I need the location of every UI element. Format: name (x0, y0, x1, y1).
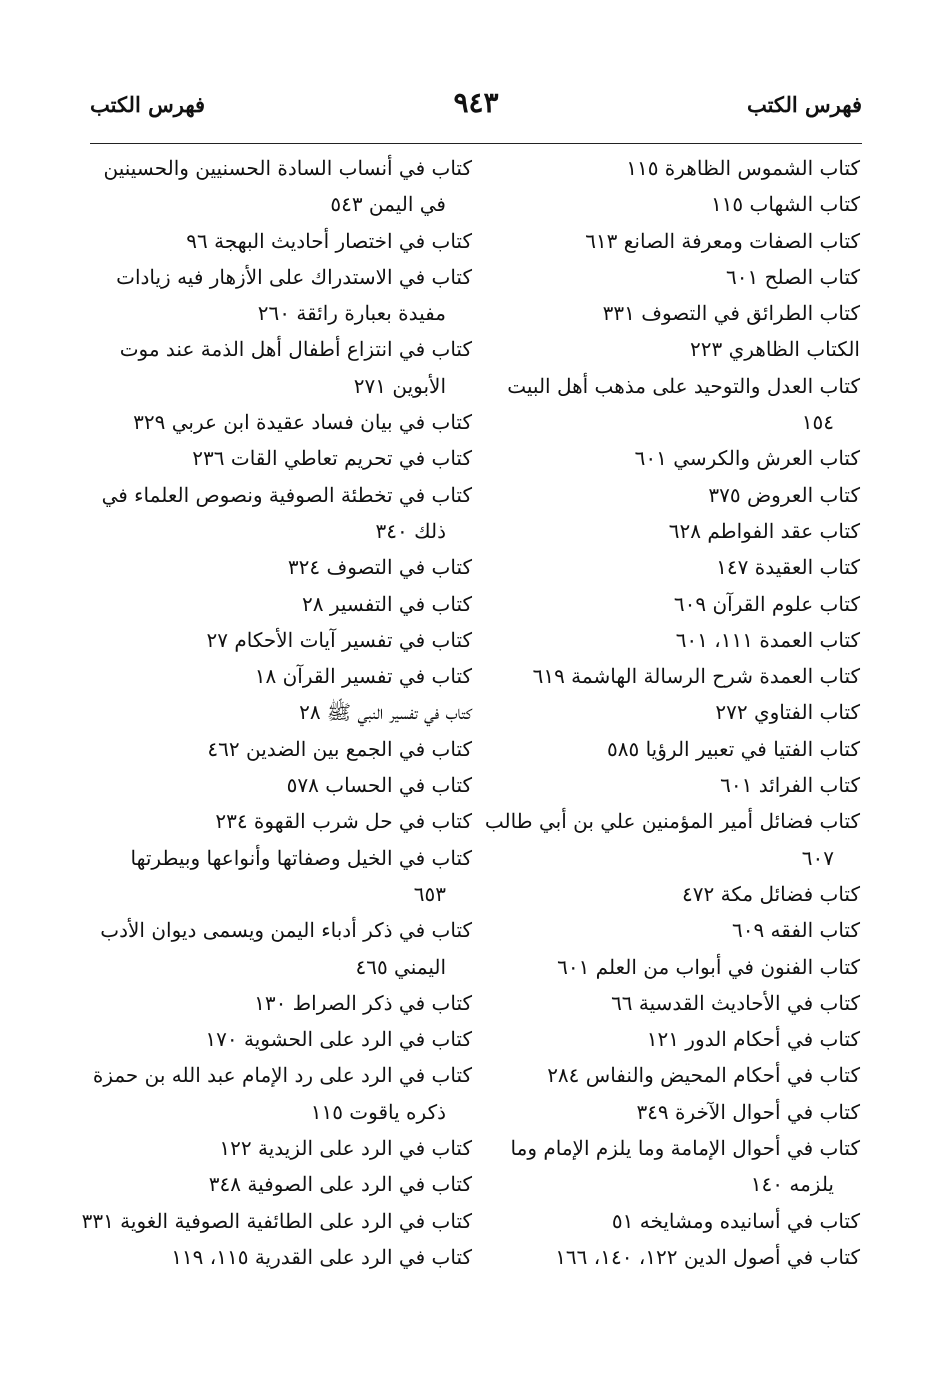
index-entry-title: كتاب في الحساب ٥٧٨ (286, 773, 472, 798)
index-entry-title: كتاب الشموس الظاهرة ١١٥ (626, 156, 860, 180)
index-entry (82, 150, 472, 223)
index-entry-title: كتاب العقيدة ١٤٧ (716, 555, 860, 580)
running-title-right: فهرس الكتب (746, 92, 862, 117)
index-entry-continuation: اليمني ٤٦٥ (355, 954, 446, 979)
index-entry-title: كتاب في تحريم تعاطي القات ٢٣٦ (192, 446, 472, 471)
index-entry-title: كتاب في الأحاديث القدسية ٦٦ (611, 990, 860, 1015)
index-entry-title: كتاب في تفسير النبي ﷺ ٢٨ (299, 700, 472, 725)
index-entry-title: كتاب في تفسير القرآن ١٨ (254, 664, 472, 689)
index-entry (82, 477, 472, 550)
index-entry-title: كتاب الفرائد ٦٠١ (720, 773, 860, 798)
index-entry (470, 1021, 860, 1057)
index-entry (470, 876, 860, 912)
index-entry-continuation: ذلك ٣٤٠ (375, 518, 446, 543)
index-entry (470, 477, 860, 513)
index-entry (470, 985, 860, 1021)
index-entry-title: كتاب العدل والتوحيد على مذهب أهل البيت (507, 373, 860, 398)
index-entry-title: كتاب في تخطئة الصوفية ونصوص العلماء في (101, 482, 472, 507)
index-entry (82, 586, 472, 622)
index-entry (470, 586, 860, 622)
index-entry (470, 259, 860, 295)
index-entry (470, 731, 860, 767)
index-column-right (470, 150, 860, 1275)
index-entry-title: كتاب الشهاب ١١٥ (710, 192, 860, 217)
index-entry-continuation: الأبوين ٢٧١ (353, 373, 446, 398)
index-entry (82, 1239, 472, 1275)
index-entry-title: كتاب في أحكام المحيض والنفاس ٢٨٤ (547, 1063, 860, 1088)
index-entry-title: كتاب في الرد على القدرية ١١٥، ١١٩ (171, 1244, 472, 1269)
index-entry-title: كتاب العرش والكرسي ٦٠١ (634, 446, 860, 471)
index-entry-title: كتاب العمدة ١١١، ٦٠١ (675, 627, 860, 652)
index-entry-title: كتاب في التفسير ٢٨ (302, 591, 472, 616)
index-entry-title: كتاب الصلح ٦٠١ (726, 264, 860, 289)
index-entry (82, 1203, 472, 1239)
index-entry-title: كتاب في الاستدراك على الأزهار فيه زيادات (116, 264, 472, 289)
index-entry (470, 223, 860, 259)
index-entry (82, 1130, 472, 1166)
index-entry-title: كتاب في أحوال الآخرة ٣٤٩ (636, 1099, 860, 1124)
index-entry-title: كتاب في الرد على الطائفية الصوفية الغوية ٣٣١ (81, 1208, 472, 1233)
index-entry-continuation: ١٥٤ (801, 410, 834, 435)
index-entry (470, 912, 860, 948)
index-entry (470, 150, 860, 186)
index-entry-title: كتاب فضائل أمير المؤمنين علي بن أبي طالب (484, 809, 860, 834)
index-entry (470, 622, 860, 658)
index-entry-title: كتاب في الرد على رد الإمام عبد الله بن حمزة (92, 1063, 472, 1088)
index-entry-title: كتاب الفتاوي ٢٧٢ (715, 700, 860, 725)
index-entry (82, 731, 472, 767)
index-entry (82, 912, 472, 985)
index-entry (470, 513, 860, 549)
index-entry (470, 694, 860, 730)
index-entry-title: كتاب في ذكر الصراط ١٣٠ (254, 990, 472, 1015)
index-entry (82, 331, 472, 404)
index-entry-title: كتاب في حل شرب القهوة ٢٣٤ (215, 809, 472, 834)
index-entry-title: كتاب في أسانيده ومشايخه ٥١ (611, 1208, 860, 1233)
index-entry (470, 186, 860, 222)
index-entry-title: كتاب الطرائق في التصوف ٣٣١ (602, 301, 860, 326)
index-entry (470, 1203, 860, 1239)
index-entry (470, 1239, 860, 1275)
index-entry-title: كتاب في انتزاع أطفال أهل الذمة عند موت (119, 337, 472, 362)
index-entry-continuation: ٦٥٣ (413, 881, 446, 906)
index-entry-title: كتاب في أحوال الإمامة وما يلزم الإمام وما (510, 1136, 860, 1161)
index-entry (82, 658, 472, 694)
index-entry-title: كتاب العروض ٣٧٥ (708, 482, 860, 507)
index-entry-title: كتاب في الرد على الزيدية ١٢٢ (219, 1136, 472, 1161)
index-entry (470, 1057, 860, 1093)
index-entry-title: كتاب الفقه ٦٠٩ (731, 918, 860, 943)
index-entry (470, 295, 860, 331)
index-entry (82, 803, 472, 839)
index-entry-title: كتاب عقد الفواطم ٦٢٨ (668, 518, 860, 543)
index-entry-title: كتاب في الرد على الصوفية ٣٤٨ (208, 1172, 472, 1197)
index-entry-title: كتاب في الخيل وصفاتها وأنواعها وبيطرتها (130, 845, 472, 870)
index-entry-title: كتاب في اختصار أحاديث البهجة ٩٦ (186, 228, 472, 253)
index-entry (82, 1021, 472, 1057)
index-entry (470, 368, 860, 441)
index-entry-title: كتاب في بيان فساد عقيدة ابن عربي ٣٢٩ (133, 410, 472, 435)
index-entry-title: كتاب الفنون في أبواب من العلم ٦٠١ (557, 954, 860, 979)
index-entry (82, 985, 472, 1021)
index-entry-title: كتاب الفتيا في تعبير الرؤيا ٥٨٥ (607, 736, 860, 761)
index-entry (470, 1094, 860, 1130)
index-entry (470, 803, 860, 876)
index-entry (82, 440, 472, 476)
index-entry (470, 1130, 860, 1203)
index-entry (82, 1057, 472, 1130)
index-entry (82, 223, 472, 259)
index-entry (82, 622, 472, 658)
index-entry (470, 658, 860, 694)
index-entry-title: الكتاب الظاهري ٢٢٣ (690, 337, 860, 362)
index-entry (82, 840, 472, 913)
header-divider (90, 143, 862, 144)
index-entry (82, 259, 472, 332)
index-entry-continuation: يلزمه ١٤٠ (750, 1172, 834, 1197)
index-entry-continuation: في اليمن ٥٤٣ (330, 192, 446, 217)
index-entry-title: كتاب في تفسير آيات الأحكام ٢٧ (206, 627, 472, 652)
index-entry-continuation: مفيدة بعبارة رائقة ٢٦٠ (257, 301, 446, 326)
page-header (90, 86, 862, 130)
index-entry-title: كتاب في أصول الدين ١٢٢، ١٤٠، ١٦٦ (555, 1244, 860, 1269)
index-entry-continuation: ٦٠٧ (801, 845, 834, 870)
index-column-left (82, 150, 472, 1275)
index-entry (82, 549, 472, 585)
index-entry-title: كتاب العمدة شرح الرسالة الهاشمة ٦١٩ (532, 664, 860, 689)
index-entry (82, 1166, 472, 1202)
index-entry-title: كتاب علوم القرآن ٦٠٩ (673, 591, 860, 616)
index-entry-continuation: ذكره ياقوت ١١٥ (310, 1099, 446, 1124)
index-entry-title: كتاب في أنساب السادة الحسنيين والحسينين (103, 156, 472, 180)
index-entry (82, 694, 472, 730)
index-entry (470, 767, 860, 803)
index-entry (82, 404, 472, 440)
index-entry-title: كتاب في الرد على الحشوية ١٧٠ (205, 1027, 472, 1052)
index-entry (470, 549, 860, 585)
index-entry-title: كتاب فضائل مكة ٤٧٢ (682, 881, 860, 906)
index-entry (470, 440, 860, 476)
index-entry-title: كتاب في أحكام الدور ١٢١ (646, 1027, 860, 1052)
page-number: ٩٤٣ (453, 86, 499, 119)
index-entry (82, 767, 472, 803)
index-entry (470, 949, 860, 985)
index-entry (470, 331, 860, 367)
index-entry-title: كتاب الصفات ومعرفة الصانع ٦١٣ (585, 228, 860, 253)
index-entry-title: كتاب في الجمع بين الضدين ٤٦٢ (207, 736, 472, 761)
index-entry-title: كتاب في التصوف ٣٢٤ (287, 555, 472, 580)
index-entry-title: كتاب في ذكر أدباء اليمن ويسمى ديوان الأدب (100, 918, 472, 943)
running-title-left: فهرس الكتب (90, 92, 206, 117)
